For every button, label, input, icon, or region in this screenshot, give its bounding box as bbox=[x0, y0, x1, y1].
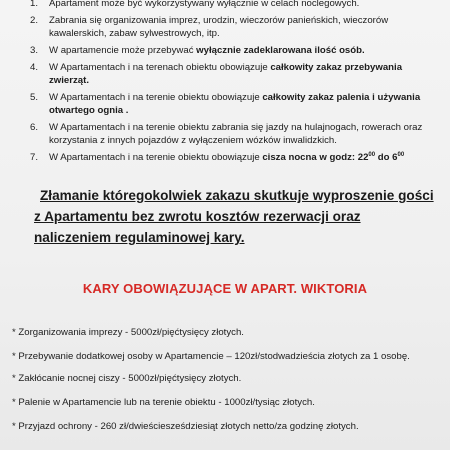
rule-item bbox=[30, 61, 442, 87]
rule-text-run: Zabrania się organizowania imprez, urodzin, wieczorów panieńskich, wieczorów kawalerskich, zabaw sylwestrowych, itp. bbox=[49, 15, 389, 39]
warning-line: Złamanie któregokolwiek zakazu skutkuje wyproszenie gości bbox=[40, 188, 434, 203]
rule-number: 2. bbox=[30, 15, 39, 26]
rule-text bbox=[49, 92, 420, 116]
eviction-warning bbox=[34, 185, 434, 248]
rule-number: 5. bbox=[30, 92, 39, 103]
rule-text-run: 00 bbox=[397, 152, 405, 158]
house-rules-list bbox=[30, 0, 442, 168]
rule-text bbox=[49, 62, 402, 86]
rule-text-run: całkowity zakaz palenia i używania otwartego ognia . bbox=[49, 92, 421, 116]
rule-item bbox=[30, 0, 442, 10]
rule-text-run: W Apartamentach i na terenach obiektu obowiązuje bbox=[49, 62, 271, 73]
rule-text-run: W Apartamentach i na terenie obiektu obowiązuje bbox=[49, 92, 263, 103]
rule-text bbox=[49, 152, 404, 163]
rule-number: 4. bbox=[30, 62, 39, 73]
fine-item: * Przebywanie dodatkowej osoby w Apartamencie – 120zł/stodwadzieścia złotych za 1 osobę. bbox=[12, 351, 410, 362]
rule-text-run: całkowity zakaz przebywania zwierząt. bbox=[49, 62, 403, 86]
rule-item bbox=[30, 14, 442, 40]
rule-item bbox=[30, 91, 442, 117]
rule-text-run: W Apartamentach i na terenie obiektu zabrania się jazdy na hulajnogach, rowerach oraz korzystania z innych pojazdów z wyłączeniem wózków inwalidzkich. bbox=[49, 122, 423, 146]
rule-text-run: Apartament może być wykorzystywany wyłącznie w celach noclegowych. bbox=[49, 0, 360, 9]
rule-item bbox=[30, 44, 442, 57]
rule-text-run: W Apartamentach i na terenie obiektu obowiązuje bbox=[49, 152, 263, 163]
fines-list bbox=[12, 326, 442, 444]
rule-text-run: W apartamencie może przebywać bbox=[49, 45, 197, 56]
rule-number: 1. bbox=[30, 0, 39, 9]
warning-line: z Apartamentu bez zwrotu kosztów rezerwacji oraz bbox=[34, 209, 361, 224]
rule-text bbox=[49, 15, 388, 39]
rule-item bbox=[30, 121, 442, 147]
fine-item: * Palenie w Apartamencie lub na terenie obiektu - 1000zł/tysiąc złotych. bbox=[12, 397, 315, 408]
rule-text bbox=[49, 45, 365, 56]
rule-number: 7. bbox=[30, 152, 39, 163]
rule-text-run: cisza nocna w godz: 22 bbox=[262, 152, 369, 163]
rule-text bbox=[49, 0, 359, 9]
rule-number: 6. bbox=[30, 122, 39, 133]
rule-text-run: do 6 bbox=[375, 152, 398, 163]
rule-text-run: 00 bbox=[368, 152, 376, 158]
rule-text bbox=[49, 122, 422, 146]
warning-line: naliczeniem regulaminowej kary. bbox=[34, 230, 245, 245]
fine-item: * Zorganizowania imprezy - 5000zł/pięćtysięcy złotych. bbox=[12, 327, 244, 338]
rule-number: 3. bbox=[30, 45, 39, 56]
fine-item: * Zakłócanie nocnej ciszy - 5000zł/pięćtysięcy złotych. bbox=[12, 373, 242, 384]
fines-heading: KARY OBOWIĄZUJĄCE W APART. WIKTORIA bbox=[82, 281, 368, 296]
rule-text-run: wyłącznie zadeklarowana ilość osób. bbox=[196, 45, 365, 56]
rule-item bbox=[30, 151, 442, 164]
fine-item: * Przyjazd ochrony - 260 zł/dwieściesześdziesiąt złotych netto/za godzinę złotych. bbox=[12, 421, 359, 432]
